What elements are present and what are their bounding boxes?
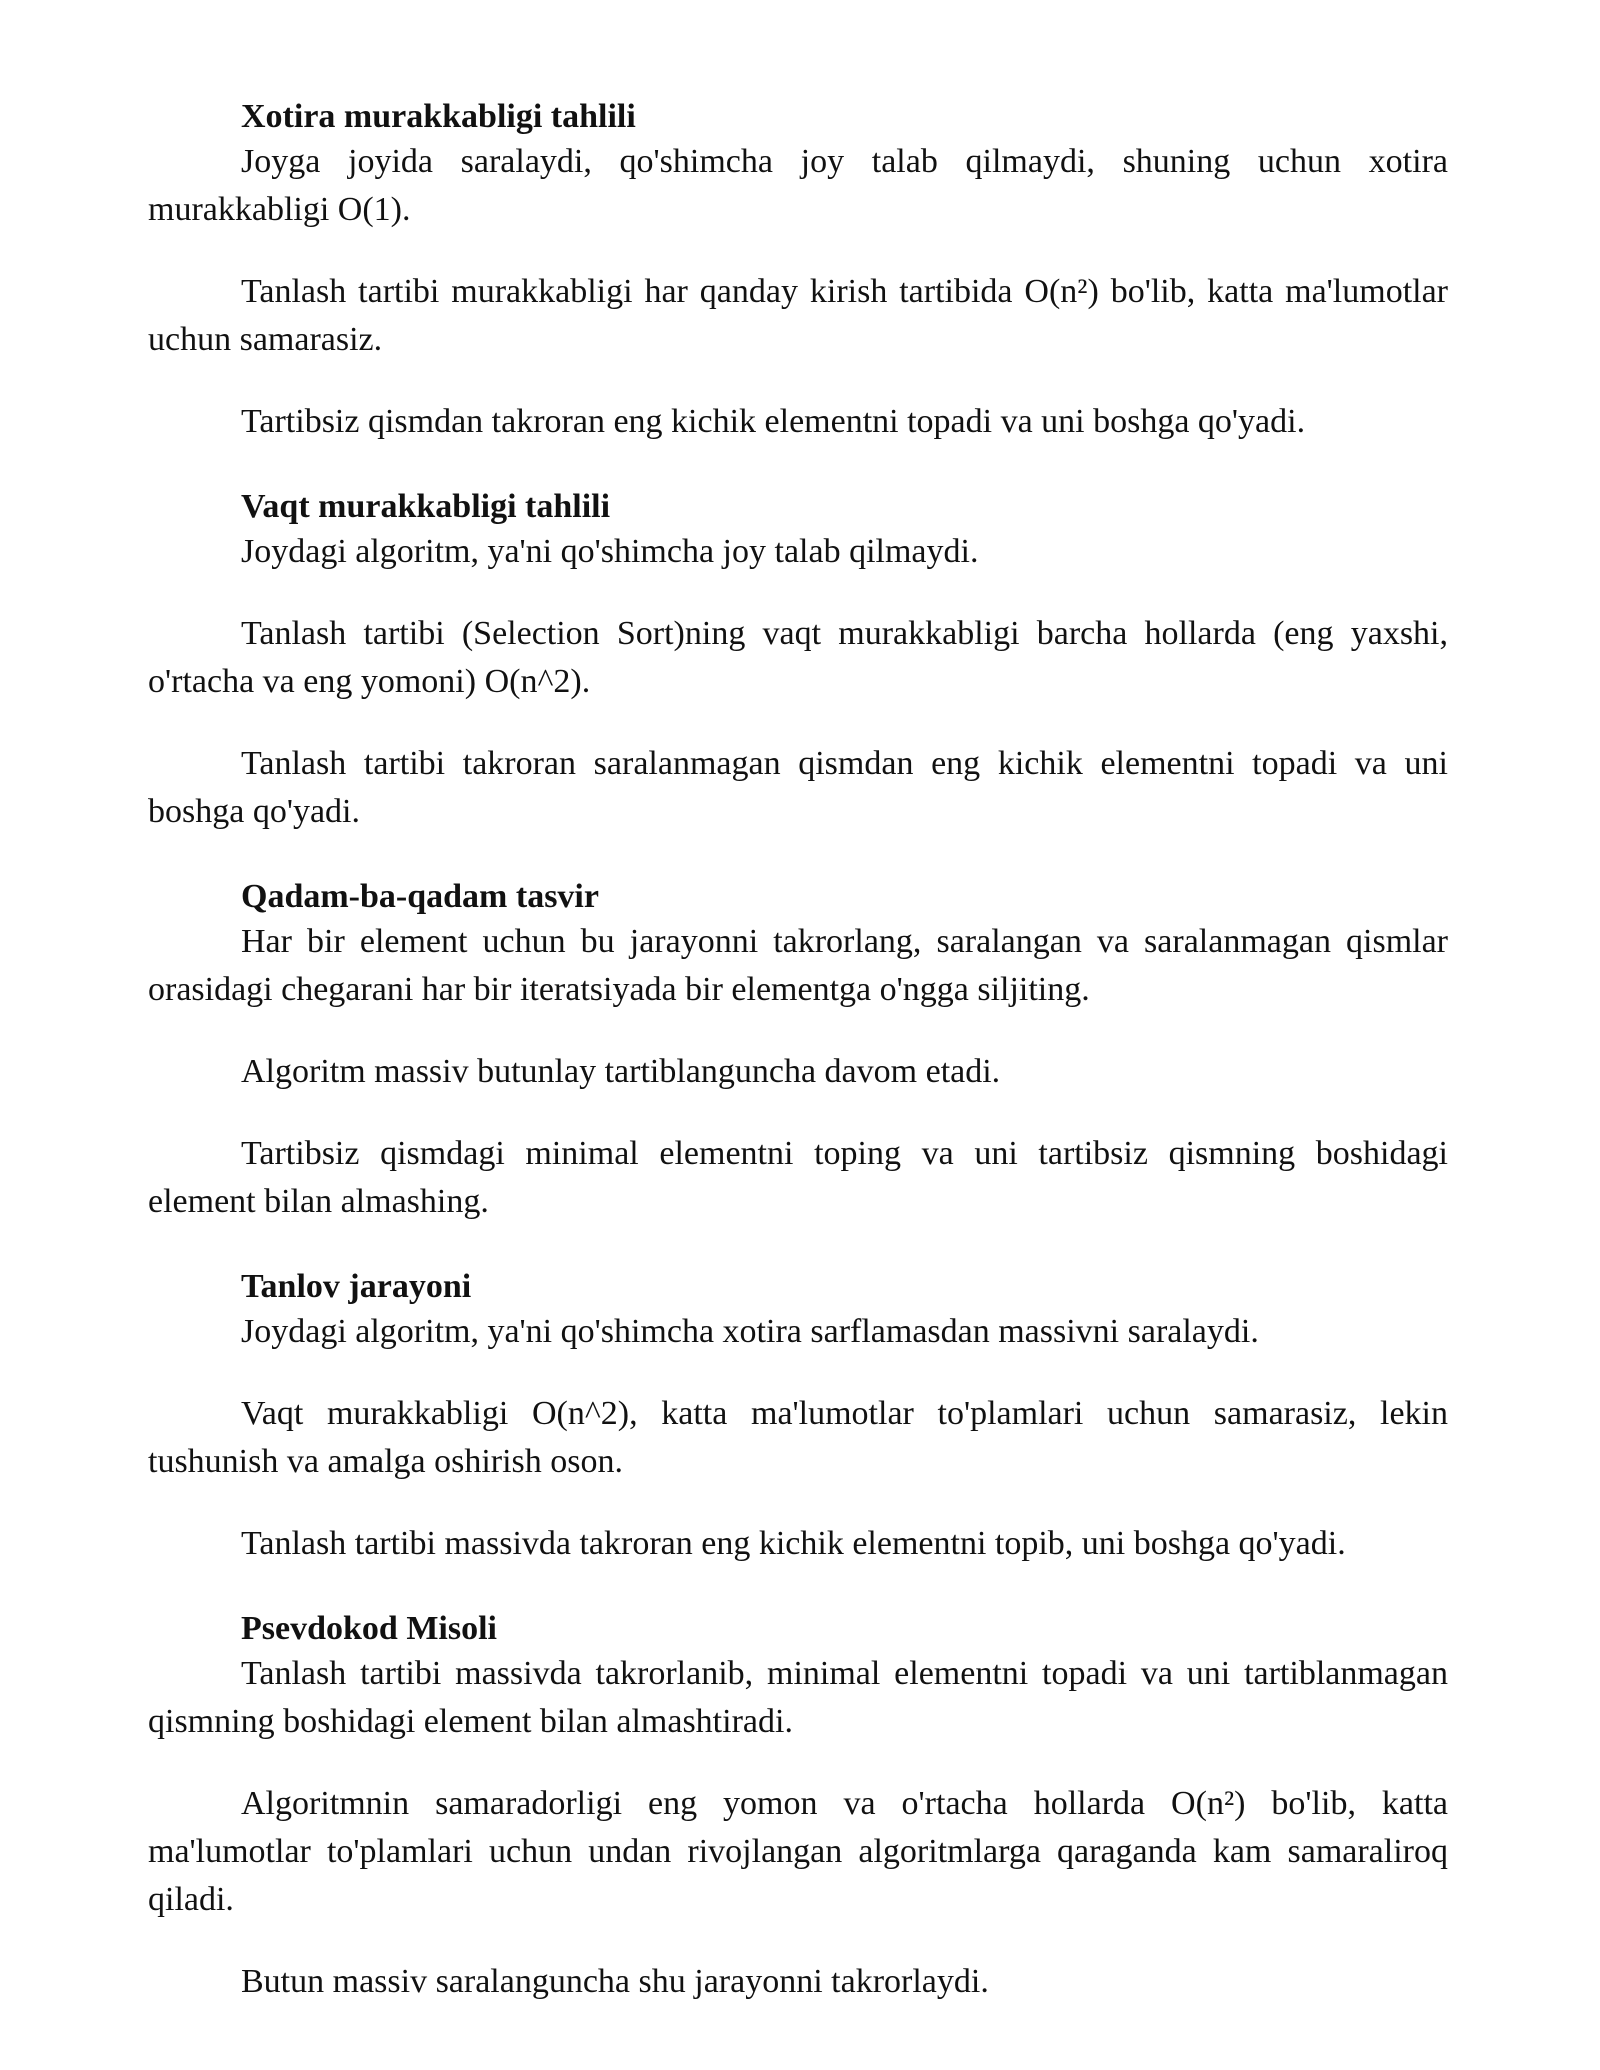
paragraph: Tanlash tartibi massivda takrorlanib, minimal elementni topadi va uni tartiblanmagan qismning boshidagi element bilan almashtiradi. — [148, 1655, 1448, 1740]
section-time-complexity — [148, 486, 1448, 836]
section-memory-complexity — [148, 96, 1448, 446]
paragraph: Har bir element uchun bu jarayonni takrorlang, saralangan va saralanmagan qismlar orasidagi chegarani har bir iteratsiyada bir elementga o'ngga siljiting. — [148, 923, 1448, 1008]
section-heading: Tanlov jarayoni — [241, 1268, 472, 1305]
section-pseudocode-example — [148, 1608, 1448, 2006]
section-heading: Psevdokod Misoli — [241, 1610, 497, 1647]
paragraph: Tanlash tartibi (Selection Sort)ning vaqt murakkabligi barcha hollarda (eng yaxshi, o'rtacha va eng yomoni) O(n^2). — [148, 615, 1448, 700]
paragraph: Tartibsiz qismdagi minimal elementni toping va uni tartibsiz qismning boshidagi element bilan almashing. — [148, 1135, 1448, 1220]
section-heading: Xotira murakkabligi tahlili — [241, 98, 636, 135]
section-heading: Vaqt murakkabligi tahlili — [241, 488, 611, 525]
section-selection-process — [148, 1266, 1448, 1568]
paragraph: Joyga joyida saralaydi, qo'shimcha joy talab qilmaydi, shuning uchun xotira murakkabligi O(1). — [148, 143, 1448, 228]
paragraph: Tanlash tartibi massivda takroran eng kichik elementni topib, uni boshga qo'yadi. — [241, 1525, 1346, 1562]
section-step-by-step — [148, 876, 1448, 1226]
paragraph: Tartibsiz qismdan takroran eng kichik elementni topadi va uni boshga qo'yadi. — [241, 403, 1306, 440]
paragraph: Algoritm massiv butunlay tartiblanguncha davom etadi. — [241, 1053, 1001, 1090]
paragraph: Joydagi algoritm, ya'ni qo'shimcha joy talab qilmaydi. — [241, 533, 979, 570]
paragraph: Tanlash tartibi takroran saralanmagan qismdan eng kichik elementni topadi va uni boshga qo'yadi. — [148, 745, 1448, 830]
document-body — [148, 96, 1448, 2046]
paragraph: Algoritmnin samaradorligi eng yomon va o'rtacha hollarda O(n²) bo'lib, katta ma'lumotlar to'plamlari uchun undan rivojlangan algoritmlarga qaraganda kam samaraliroq qiladi. — [148, 1785, 1448, 1918]
paragraph: Joydagi algoritm, ya'ni qo'shimcha xotira sarflamasdan massivni saralaydi. — [241, 1313, 1259, 1350]
section-heading: Qadam-ba-qadam tasvir — [241, 878, 599, 915]
paragraph: Tanlash tartibi murakkabligi har qanday kirish tartibida O(n²) bo'lib, katta ma'lumotlar uchun samarasiz. — [148, 273, 1448, 358]
paragraph: Butun massiv saralanguncha shu jarayonni takrorlaydi. — [241, 1963, 989, 2000]
paragraph: Vaqt murakkabligi O(n^2), katta ma'lumotlar to'plamlari uchun samarasiz, lekin tushunish va amalga oshirish oson. — [148, 1395, 1448, 1480]
